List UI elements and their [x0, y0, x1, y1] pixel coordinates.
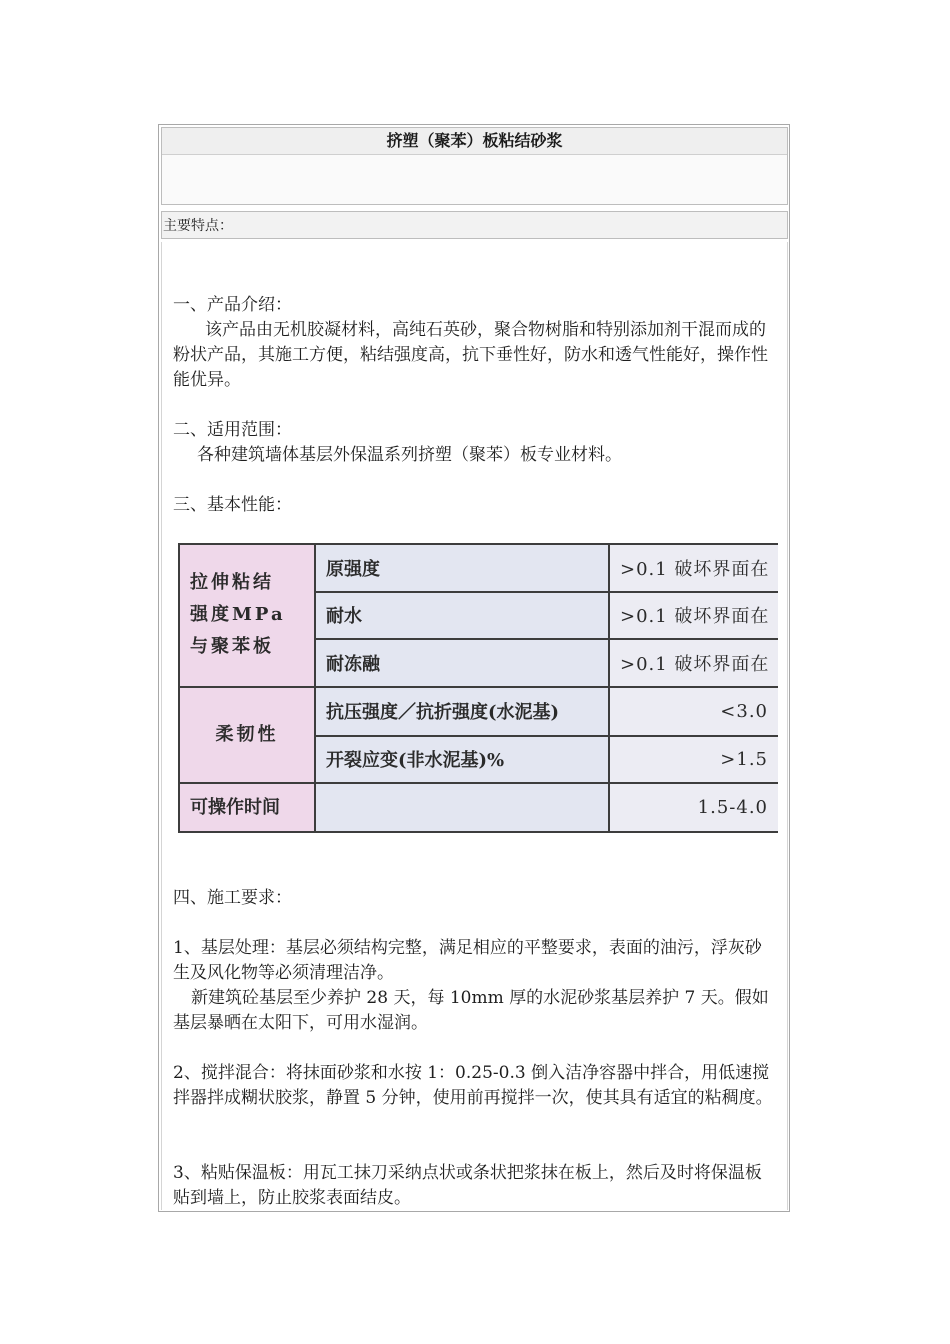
group2-label: 柔韧性: [179, 687, 315, 783]
section1-heading: 一、产品介绍：: [173, 295, 292, 315]
group3-label: 可操作时间: [179, 783, 315, 832]
section2-body: 各种建筑墙体基层外保温系列挤塑（聚苯）板专业材料。: [197, 445, 622, 465]
group1-line3: 与聚苯板: [190, 636, 274, 658]
row-value: 1.5-4.0: [609, 783, 778, 832]
row-item: 耐水: [315, 592, 609, 640]
row-item: 开裂应变(非水泥基)%: [315, 736, 609, 784]
section4-p2: 2、搅拌混合：将抹面砂浆和水按 1：0.25-0.3 倒入洁净容器中拌合，用低速搅拌器拌成糊状胶浆，静置 5 分钟，使用前再搅拌一次，使其具有适宜的粘稠度。: [173, 1063, 773, 1108]
group1-label: [179, 544, 315, 687]
row-value: >0.1 破坏界面在: [609, 592, 778, 640]
performance-table: [178, 543, 778, 833]
group1-line2: 强度MPa: [190, 604, 286, 626]
blank-cell: [315, 783, 609, 832]
page-title: 挤塑（聚苯）板粘结砂浆: [162, 128, 787, 155]
section2-heading: 二、适用范围：: [173, 420, 292, 440]
row-item: 原强度: [315, 544, 609, 592]
performance-table-image: [178, 543, 778, 833]
row-item: 耐冻融: [315, 639, 609, 687]
title-box: [161, 127, 788, 205]
features-label: 主要特点：: [161, 211, 788, 239]
section4-p1b: 新建筑砼基层至少养护 28 天，每 10mm 厚的水泥砂浆基层养护 7 天。假如基层暴晒在太阳下，可用水湿润。: [173, 988, 769, 1033]
row-value: >1.5: [609, 736, 778, 784]
row-value: <3.0: [609, 687, 778, 736]
row-value: >0.1 破坏界面在: [609, 544, 778, 592]
section1-body: 该产品由无机胶凝材料，高纯石英砂，聚合物树脂和特别添加剂干混而成的粉状产品，其施工方便，粘结强度高，抗下垂性好，防水和透气性能好，操作性能优异。: [173, 320, 768, 390]
section4-heading: 四、施工要求：: [173, 888, 292, 908]
section4-p3: 3、粘贴保温板：用瓦工抹刀采纳点状或条状把浆抹在板上，然后及时将保温板贴到墙上，防止胶浆表面结皮。: [173, 1163, 762, 1208]
section3-heading: 三、基本性能：: [173, 495, 292, 515]
group1-line1: 拉伸粘结: [190, 572, 274, 594]
section4-p1: 1、基层处理：基层必须结构完整，满足相应的平整要求，表面的油污，浮灰砂生及风化物等必须清理洁净。: [173, 938, 762, 983]
row-value: >0.1 破坏界面在: [609, 639, 778, 687]
row-item: 抗压强度／抗折强度(水泥基): [315, 687, 609, 736]
